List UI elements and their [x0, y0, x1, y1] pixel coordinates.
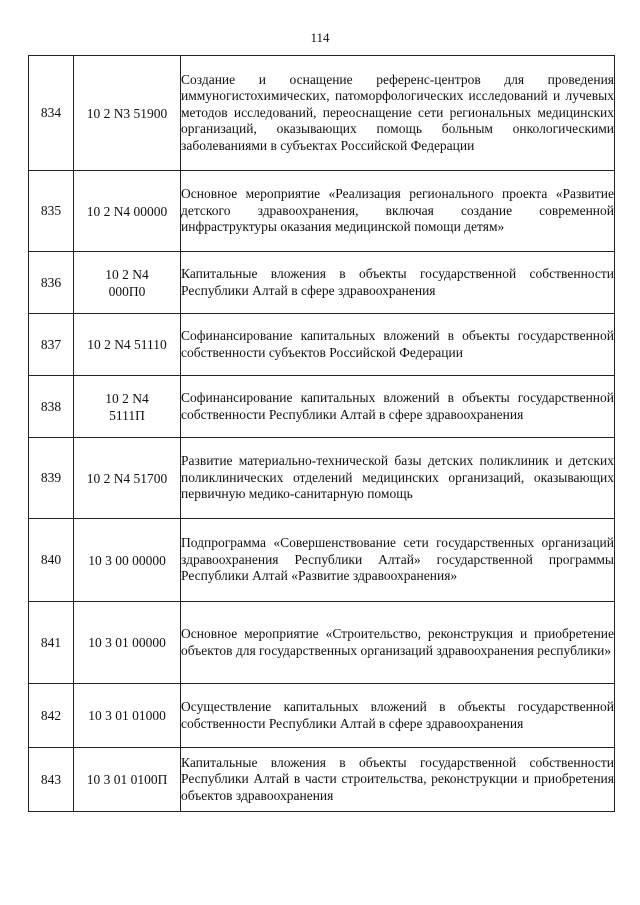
budget-code	[74, 438, 181, 519]
budget-code-line: 10 2 N3 51900	[86, 105, 168, 121]
table-row	[29, 314, 615, 376]
budget-code	[74, 171, 181, 252]
expense-description	[181, 314, 615, 376]
description-text: Капитальные вложения в объекты государственной собственности Республики Алтай в сфере здравоохранения	[181, 265, 614, 298]
expense-description	[181, 519, 615, 602]
budget-code-line: 10 2 N4 51110	[87, 337, 167, 352]
expense-description	[181, 171, 615, 252]
description-text: Основное мероприятие «Строительство, реконструкция и приобретение объектов для государственных организаций здравоохранения республики»	[181, 625, 614, 658]
budget-code-line: 5111П	[109, 407, 145, 423]
table-row	[29, 252, 615, 314]
row-number: 839	[29, 438, 74, 519]
budget-code	[74, 314, 181, 376]
budget-code	[74, 376, 181, 438]
budget-code	[74, 748, 181, 812]
row-number: 837	[29, 314, 74, 376]
table-row	[29, 519, 615, 602]
description-text: Основное мероприятие «Реализация регионального проекта «Развитие детского здравоохранения, включая создание современной инфраструктуры оказания медицинской помощи детям»	[181, 186, 614, 235]
description-text: Софинансирование капитальных вложений в объекты государственной собственности Республики Алтай в сфере здравоохранения	[181, 389, 614, 422]
budget-code-line: 10 2 N4 00000	[86, 203, 168, 219]
description-text: Создание и оснащение референс-центров для проведения иммуногистохимических, патоморфологических исследований и лучевых методов исследований, переоснащение сети региональных медицинских организаций, оказывающих помощь больным онкологическими заболеваниями в субъектах Российской Федерации	[181, 71, 614, 153]
expense-description	[181, 684, 615, 748]
budget-code-line: 10 3 01 0100П	[86, 772, 168, 787]
table-row	[29, 376, 615, 438]
row-number: 843	[29, 748, 74, 812]
budget-code-line: 10 2 N4 51700	[86, 470, 168, 486]
row-number: 835	[29, 171, 74, 252]
table-row	[29, 684, 615, 748]
table-row	[29, 602, 615, 684]
table-row	[29, 171, 615, 252]
expense-description	[181, 438, 615, 519]
description-text: Подпрограмма «Совершенствование сети государственных организаций здравоохранения Республики Алтай» государственной программы Республики Алтай «Развитие здравоохранения»	[181, 535, 614, 584]
expense-description	[181, 376, 615, 438]
row-number: 840	[29, 519, 74, 602]
table-body	[29, 56, 615, 812]
budget-code-line: 10 3 01 00000	[88, 635, 166, 650]
budget-code	[74, 56, 181, 171]
budget-code	[74, 519, 181, 602]
description-text: Софинансирование капитальных вложений в объекты государственной собственности субъектов Российской Федерации	[181, 327, 614, 360]
budget-code	[74, 252, 181, 314]
table-row	[29, 56, 615, 171]
table-row	[29, 748, 615, 812]
table-row	[29, 438, 615, 519]
row-number: 838	[29, 376, 74, 438]
budget-code-line: 000П0	[108, 283, 146, 299]
expense-description	[181, 252, 615, 314]
row-number: 834	[29, 56, 74, 171]
budget-code	[74, 684, 181, 748]
budget-code-line: 10 3 00 00000	[88, 552, 166, 568]
expense-description	[181, 602, 615, 684]
description-text: Осуществление капитальных вложений в объекты государственной собственности Республики Алтай в сфере здравоохранения	[181, 698, 614, 731]
budget-code-line: 10 2 N4	[105, 266, 149, 282]
budget-code	[74, 602, 181, 684]
expense-description	[181, 748, 615, 812]
budget-classification-table	[28, 55, 615, 812]
description-text: Капитальные вложения в объекты государственной собственности Республики Алтай в части строительства, реконструкции и приобретения объектов здравоохранения	[181, 754, 614, 803]
row-number: 836	[29, 252, 74, 314]
page-number: 114	[310, 30, 330, 45]
row-number: 841	[29, 602, 74, 684]
row-number: 842	[29, 684, 74, 748]
budget-code-line: 10 3 01 01000	[88, 708, 166, 723]
description-text: Развитие материально-технической базы детских поликлиник и детских поликлинических отделений медицинских организаций, оказывающих первичную медико-санитарную помощь	[181, 453, 614, 502]
budget-code-line: 10 2 N4	[105, 390, 149, 406]
expense-description	[181, 56, 615, 171]
